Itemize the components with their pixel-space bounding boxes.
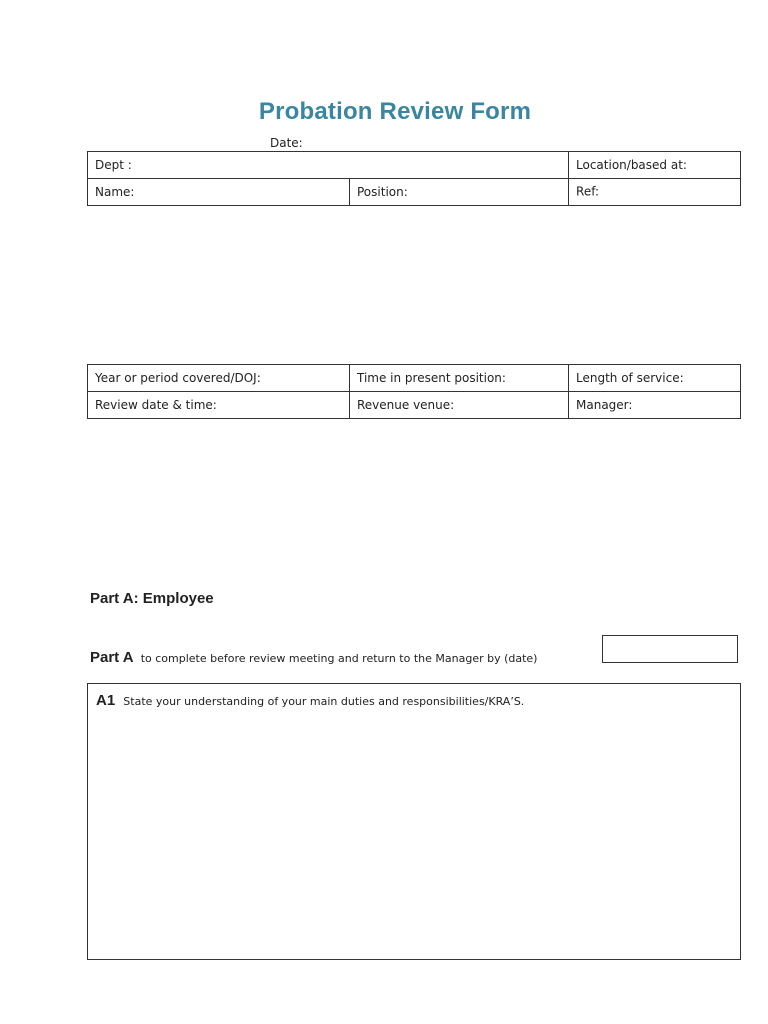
position-label: Position: <box>357 185 408 199</box>
a1-number: A1 <box>96 692 116 709</box>
length-of-service-field[interactable] <box>569 365 741 392</box>
name-label: Name: <box>95 185 135 199</box>
a1-answer-box[interactable] <box>87 683 741 960</box>
date-label: Date: <box>270 136 303 150</box>
a1-text: State your understanding of your main duties and responsibilities/KRA’S. <box>123 695 525 708</box>
time-in-position-label: Time in present position: <box>357 371 506 385</box>
length-of-service-label: Length of service: <box>576 371 684 385</box>
review-date-field[interactable] <box>88 392 350 419</box>
ref-field[interactable] <box>569 179 741 206</box>
employee-details-table <box>87 151 741 206</box>
part-a-heading: Part A: Employee <box>90 590 214 607</box>
manager-field[interactable] <box>569 392 741 419</box>
page-title: Probation Review Form <box>258 98 532 125</box>
period-field[interactable] <box>88 365 350 392</box>
table-row <box>88 152 741 179</box>
location-label: Location/based at: <box>576 158 687 172</box>
time-in-position-field[interactable] <box>350 365 569 392</box>
return-date-field[interactable] <box>602 635 738 663</box>
table-row <box>88 179 741 206</box>
redacted-block <box>605 184 691 200</box>
review-date-label: Review date & time: <box>95 398 217 412</box>
dept-field[interactable] <box>88 152 569 179</box>
ref-label: Ref: <box>576 184 600 199</box>
period-label: Year or period covered/DOJ: <box>95 371 261 385</box>
manager-label: Manager: <box>576 398 633 412</box>
location-field[interactable] <box>569 152 741 179</box>
part-a-instruction-strong: Part A <box>90 649 134 666</box>
review-details-table <box>87 364 741 419</box>
position-field[interactable] <box>350 179 569 206</box>
a1-question <box>96 690 524 709</box>
dept-label: Dept : <box>95 158 132 172</box>
venue-label: Revenue venue: <box>357 398 455 412</box>
name-field[interactable] <box>88 179 350 206</box>
table-row <box>88 365 741 392</box>
part-a-instruction <box>90 647 537 666</box>
venue-field[interactable] <box>350 392 569 419</box>
part-a-instruction-text: to complete before review meeting and return to the Manager by (date) <box>140 652 538 665</box>
table-row <box>88 392 741 419</box>
